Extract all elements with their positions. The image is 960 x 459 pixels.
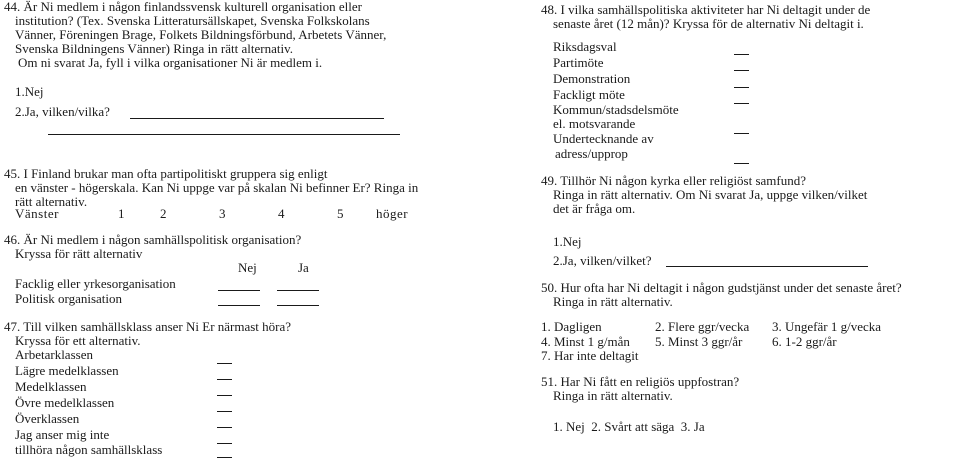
q48-line-1: 48. I vilka samhällspolitiska aktiviteter har Ni deltagit under de [541, 2, 871, 17]
q50-option-2[interactable]: 2. Flere ggr/vecka [655, 319, 750, 334]
q47-blank-3[interactable] [217, 395, 232, 396]
scale-option-5[interactable]: 5 [337, 206, 344, 221]
q48-option-kommun: Kommun/stadsdelsmöte [553, 102, 679, 117]
q49-option-nej[interactable]: 1.Nej [553, 234, 582, 249]
q47-line-1: 47. Till vilken samhällsklass anser Ni Er närmast höra? [4, 319, 292, 334]
q47-option-arbetarklassen: Arbetarklassen [15, 347, 93, 362]
q44-option-ja[interactable]: 2.Ja, vilken/vilka? [15, 104, 110, 119]
q48-line-2: senaste året (12 mån)? Kryssa för de alternativ Ni deltagit i. [553, 16, 864, 31]
q49-line-1: 49. Tillhör Ni någon kyrka eller religiöst samfund? [541, 173, 807, 188]
q46-column-nej: Nej [238, 260, 257, 275]
q50-line-2: Ringa in rätt alternativ. [553, 294, 673, 309]
q50-option-4[interactable]: 4. Minst 1 g/mån [541, 334, 630, 349]
q48-option-partimote: Partimöte [553, 55, 604, 70]
q46-facklig-nej-blank[interactable] [218, 290, 260, 291]
q48-blank-kommun[interactable] [734, 133, 749, 134]
q44-answer-line-1[interactable] [130, 118, 384, 119]
q47-blank-2[interactable] [217, 379, 232, 380]
q47-option-ovre-medelklassen: Övre medelklassen [15, 395, 115, 410]
q50-option-7[interactable]: 7. Har inte deltagit [541, 348, 639, 363]
q47-line-2: Kryssa för ett alternativ. [15, 333, 141, 348]
q49-option-ja[interactable]: 2.Ja, vilken/vilket? [553, 253, 652, 268]
q48-blank-riksdagsval[interactable] [734, 54, 749, 55]
q48-option-kommun-cont: el. motsvarande [553, 116, 636, 131]
q46-column-ja: Ja [298, 260, 309, 275]
q49-line-3: det är fråga om. [553, 201, 636, 216]
q49-answer-line[interactable] [666, 266, 868, 267]
q51-line-1: 51. Har Ni fått en religiös uppfostran? [541, 374, 740, 389]
q47-blank-4[interactable] [217, 411, 232, 412]
q48-blank-partimote[interactable] [734, 70, 749, 71]
q47-option-overklassen: Överklassen [15, 411, 80, 426]
scale-option-1[interactable]: 1 [118, 206, 125, 221]
scale-option-4[interactable]: 4 [278, 206, 285, 221]
q46-facklig-ja-blank[interactable] [277, 290, 319, 291]
q46-row-politisk: Politisk organisation [15, 291, 123, 306]
scale-option-2[interactable]: 2 [160, 206, 167, 221]
q50-option-5[interactable]: 5. Minst 3 ggr/år [655, 334, 743, 349]
q47-option-jag-anser-mig-inte: Jag anser mig inte [15, 427, 110, 442]
q46-line-2: Kryssa för rätt alternativ [15, 246, 143, 261]
q47-blank-7[interactable] [217, 457, 232, 458]
q46-politisk-ja-blank[interactable] [277, 305, 319, 306]
q50-line-1: 50. Hur ofta har Ni deltagit i någon gudstjänst under det senaste året? [541, 280, 902, 295]
q48-option-fackligt-mote: Fackligt möte [553, 87, 625, 102]
q47-blank-1[interactable] [217, 363, 232, 364]
q44-line-1: 44. Är Ni medlem i någon finlandssvensk kulturell organisation eller [4, 0, 362, 14]
q46-politisk-nej-blank[interactable] [218, 305, 260, 306]
q48-blank-demonstration[interactable] [734, 87, 749, 88]
q44-line-5: Om ni svarat Ja, fyll i vilka organisationer Ni är medlem i. [18, 55, 323, 70]
q51-line-2: Ringa in rätt alternativ. [553, 388, 673, 403]
q50-option-6[interactable]: 6. 1-2 ggr/år [772, 334, 837, 349]
q44-line-4: Svenska Bildningens Vänner) Ringa in rätt alternativ. [15, 41, 293, 56]
q51-options[interactable]: 1. Nej 2. Svårt att säga 3. Ja [553, 419, 705, 434]
q44-line-2: institution? (Tex. Svenska Litteratursällskapet, Svenska Folkskolans [15, 13, 370, 28]
scale-left-label: Vänster [15, 206, 59, 221]
q44-line-3: Vänner, Föreningen Brage, Folkets Bildningsförbund, Arbetets Vänner, [15, 27, 387, 42]
q47-blank-5[interactable] [217, 427, 232, 428]
q46-row-facklig: Facklig eller yrkesorganisation [15, 276, 176, 291]
q45-line-2: en vänster - högerskala. Kan Ni uppge var på skalan Ni befinner Er? Ringa in [15, 180, 419, 195]
q44-option-nej[interactable]: 1.Nej [15, 84, 44, 99]
q48-option-riksdagsval: Riksdagsval [553, 39, 617, 54]
q48-blank-undertecknande[interactable] [734, 163, 749, 164]
q47-option-tillhora-ingen: tillhöra någon samhällsklass [15, 442, 163, 457]
q49-line-2: Ringa in rätt alternativ. Om Ni svarat Ja, uppge vilken/vilket [553, 187, 868, 202]
q50-option-1[interactable]: 1. Dagligen [541, 319, 602, 334]
scale-right-label: höger [376, 206, 409, 221]
q48-option-undertecknande-cont: adress/upprop [555, 146, 628, 161]
q50-option-3[interactable]: 3. Ungefär 1 g/vecka [772, 319, 882, 334]
q48-option-demonstration: Demonstration [553, 71, 631, 86]
q45-line-3: rätt alternativ. [15, 194, 88, 209]
scale-option-3[interactable]: 3 [219, 206, 226, 221]
q45-line-1: 45. I Finland brukar man ofta partipolitiskt gruppera sig enligt [4, 166, 328, 181]
q47-option-lagre-medelklassen: Lägre medelklassen [15, 363, 119, 378]
q48-blank-fackligt-mote[interactable] [734, 103, 749, 104]
q48-option-undertecknande: Undertecknande av [553, 131, 654, 146]
q47-option-medelklassen: Medelklassen [15, 379, 87, 394]
q44-answer-line-2[interactable] [48, 134, 400, 135]
q46-line-1: 46. Är Ni medlem i någon samhällspolitisk organisation? [4, 232, 302, 247]
q47-blank-6[interactable] [217, 443, 232, 444]
